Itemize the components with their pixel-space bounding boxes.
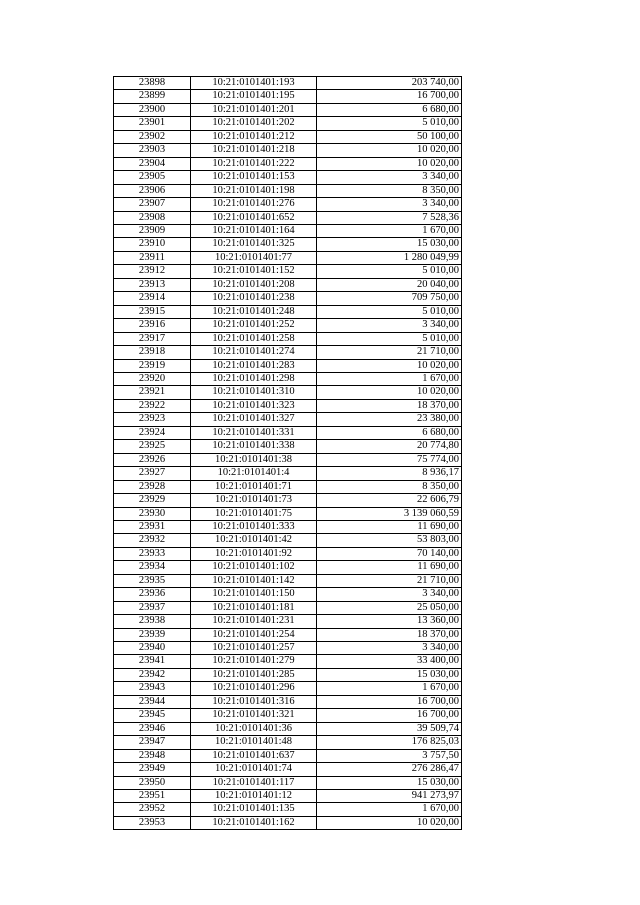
cadastral-number-cell: 10:21:0101401:92	[191, 547, 317, 560]
table-row	[114, 776, 462, 789]
table-row	[114, 763, 462, 776]
cadastral-number-cell: 10:21:0101401:208	[191, 278, 317, 291]
cadastral-number-cell: 10:21:0101401:212	[191, 130, 317, 143]
row-number-cell: 23948	[114, 749, 191, 762]
cadastral-number-cell: 10:21:0101401:283	[191, 359, 317, 372]
cadastral-number-cell: 10:21:0101401:257	[191, 642, 317, 655]
row-number-cell: 23947	[114, 736, 191, 749]
value-cell: 5 010,00	[317, 305, 462, 318]
row-number-cell: 23953	[114, 816, 191, 829]
table-row	[114, 278, 462, 291]
cadastral-number-cell: 10:21:0101401:333	[191, 520, 317, 533]
table-row	[114, 90, 462, 103]
value-cell: 50 100,00	[317, 130, 462, 143]
cadastral-number-cell: 10:21:0101401:285	[191, 668, 317, 681]
table-row	[114, 682, 462, 695]
table-row	[114, 494, 462, 507]
row-number-cell: 23934	[114, 561, 191, 574]
row-number-cell: 23904	[114, 157, 191, 170]
table-row	[114, 171, 462, 184]
value-cell: 176 825,03	[317, 736, 462, 749]
value-cell: 21 710,00	[317, 346, 462, 359]
row-number-cell: 23930	[114, 507, 191, 520]
cadastral-number-cell: 10:21:0101401:637	[191, 749, 317, 762]
table-row	[114, 359, 462, 372]
cadastral-number-cell: 10:21:0101401:338	[191, 440, 317, 453]
cadastral-number-cell: 10:21:0101401:276	[191, 198, 317, 211]
cadastral-number-cell: 10:21:0101401:252	[191, 319, 317, 332]
value-cell: 13 360,00	[317, 615, 462, 628]
value-cell: 8 350,00	[317, 480, 462, 493]
cadastral-number-cell: 10:21:0101401:325	[191, 238, 317, 251]
row-number-cell: 23899	[114, 90, 191, 103]
table-row	[114, 655, 462, 668]
row-number-cell: 23936	[114, 588, 191, 601]
value-cell: 39 509,74	[317, 722, 462, 735]
cadastral-number-cell: 10:21:0101401:142	[191, 574, 317, 587]
row-number-cell: 23903	[114, 144, 191, 157]
row-number-cell: 23913	[114, 278, 191, 291]
value-cell: 1 670,00	[317, 224, 462, 237]
cadastral-number-cell: 10:21:0101401:117	[191, 776, 317, 789]
table-row	[114, 184, 462, 197]
table-row	[114, 292, 462, 305]
cadastral-number-cell: 10:21:0101401:310	[191, 386, 317, 399]
cadastral-number-cell: 10:21:0101401:195	[191, 90, 317, 103]
value-cell: 10 020,00	[317, 816, 462, 829]
value-cell: 3 340,00	[317, 588, 462, 601]
table-row	[114, 790, 462, 803]
table-row	[114, 386, 462, 399]
value-cell: 10 020,00	[317, 144, 462, 157]
cadastral-number-cell: 10:21:0101401:36	[191, 722, 317, 735]
value-cell: 941 273,97	[317, 790, 462, 803]
table-row	[114, 77, 462, 90]
row-number-cell: 23900	[114, 103, 191, 116]
table-row	[114, 588, 462, 601]
row-number-cell: 23951	[114, 790, 191, 803]
row-number-cell: 23944	[114, 695, 191, 708]
value-cell: 15 030,00	[317, 238, 462, 251]
cadastral-number-cell: 10:21:0101401:102	[191, 561, 317, 574]
row-number-cell: 23949	[114, 763, 191, 776]
value-cell: 5 010,00	[317, 332, 462, 345]
value-cell: 18 370,00	[317, 628, 462, 641]
cadastral-number-cell: 10:21:0101401:274	[191, 346, 317, 359]
row-number-cell: 23915	[114, 305, 191, 318]
cadastral-number-cell: 10:21:0101401:77	[191, 251, 317, 264]
row-number-cell: 23931	[114, 520, 191, 533]
table-row	[114, 534, 462, 547]
table-row	[114, 601, 462, 614]
value-cell: 15 030,00	[317, 776, 462, 789]
table-row	[114, 251, 462, 264]
table-row	[114, 507, 462, 520]
row-number-cell: 23912	[114, 265, 191, 278]
row-number-cell: 23911	[114, 251, 191, 264]
row-number-cell: 23905	[114, 171, 191, 184]
value-cell: 1 280 049,99	[317, 251, 462, 264]
row-number-cell: 23910	[114, 238, 191, 251]
row-number-cell: 23942	[114, 668, 191, 681]
cadastral-number-cell: 10:21:0101401:298	[191, 372, 317, 385]
table-row	[114, 399, 462, 412]
value-cell: 20 040,00	[317, 278, 462, 291]
value-cell: 1 670,00	[317, 803, 462, 816]
row-number-cell: 23939	[114, 628, 191, 641]
table-row	[114, 736, 462, 749]
row-number-cell: 23935	[114, 574, 191, 587]
row-number-cell: 23907	[114, 198, 191, 211]
table-row	[114, 372, 462, 385]
cadastral-number-cell: 10:21:0101401:164	[191, 224, 317, 237]
value-cell: 1 670,00	[317, 372, 462, 385]
cadastral-number-cell: 10:21:0101401:181	[191, 601, 317, 614]
cadastral-number-cell: 10:21:0101401:258	[191, 332, 317, 345]
table-row	[114, 130, 462, 143]
value-cell: 8 350,00	[317, 184, 462, 197]
row-number-cell: 23943	[114, 682, 191, 695]
table-row	[114, 144, 462, 157]
value-cell: 53 803,00	[317, 534, 462, 547]
value-cell: 16 700,00	[317, 709, 462, 722]
value-cell: 16 700,00	[317, 90, 462, 103]
value-cell: 20 774,80	[317, 440, 462, 453]
row-number-cell: 23902	[114, 130, 191, 143]
table-row	[114, 668, 462, 681]
row-number-cell: 23952	[114, 803, 191, 816]
value-cell: 1 670,00	[317, 682, 462, 695]
table-row	[114, 305, 462, 318]
cadastral-number-cell: 10:21:0101401:153	[191, 171, 317, 184]
value-cell: 16 700,00	[317, 695, 462, 708]
value-cell: 8 936,17	[317, 467, 462, 480]
row-number-cell: 23918	[114, 346, 191, 359]
table-row	[114, 265, 462, 278]
table-row	[114, 709, 462, 722]
table-row	[114, 413, 462, 426]
value-cell: 3 757,50	[317, 749, 462, 762]
row-number-cell: 23937	[114, 601, 191, 614]
row-number-cell: 23924	[114, 426, 191, 439]
value-cell: 18 370,00	[317, 399, 462, 412]
row-number-cell: 23927	[114, 467, 191, 480]
row-number-cell: 23909	[114, 224, 191, 237]
table-row	[114, 103, 462, 116]
table-row	[114, 574, 462, 587]
row-number-cell: 23950	[114, 776, 191, 789]
value-cell: 7 528,36	[317, 211, 462, 224]
cadastral-number-cell: 10:21:0101401:316	[191, 695, 317, 708]
row-number-cell: 23946	[114, 722, 191, 735]
cadastral-number-cell: 10:21:0101401:279	[191, 655, 317, 668]
cadastral-number-cell: 10:21:0101401:38	[191, 453, 317, 466]
cadastral-number-cell: 10:21:0101401:162	[191, 816, 317, 829]
row-number-cell: 23906	[114, 184, 191, 197]
value-cell: 25 050,00	[317, 601, 462, 614]
data-table	[113, 76, 462, 830]
table-row	[114, 198, 462, 211]
cadastral-number-cell: 10:21:0101401:238	[191, 292, 317, 305]
value-cell: 75 774,00	[317, 453, 462, 466]
table-row	[114, 319, 462, 332]
cadastral-number-cell: 10:21:0101401:652	[191, 211, 317, 224]
table-row	[114, 117, 462, 130]
cadastral-number-cell: 10:21:0101401:327	[191, 413, 317, 426]
table-row	[114, 238, 462, 251]
table-row	[114, 467, 462, 480]
table-row	[114, 695, 462, 708]
table-row	[114, 628, 462, 641]
value-cell: 3 139 060,59	[317, 507, 462, 520]
table-body	[114, 77, 462, 830]
cadastral-number-cell: 10:21:0101401:74	[191, 763, 317, 776]
row-number-cell: 23901	[114, 117, 191, 130]
cadastral-number-cell: 10:21:0101401:202	[191, 117, 317, 130]
value-cell: 10 020,00	[317, 359, 462, 372]
row-number-cell: 23917	[114, 332, 191, 345]
row-number-cell: 23922	[114, 399, 191, 412]
cadastral-number-cell: 10:21:0101401:75	[191, 507, 317, 520]
row-number-cell: 23920	[114, 372, 191, 385]
row-number-cell: 23929	[114, 494, 191, 507]
table-row	[114, 157, 462, 170]
cadastral-number-cell: 10:21:0101401:254	[191, 628, 317, 641]
row-number-cell: 23914	[114, 292, 191, 305]
table-row	[114, 803, 462, 816]
cadastral-number-cell: 10:21:0101401:71	[191, 480, 317, 493]
table-row	[114, 440, 462, 453]
cadastral-number-cell: 10:21:0101401:150	[191, 588, 317, 601]
row-number-cell: 23932	[114, 534, 191, 547]
table-row	[114, 346, 462, 359]
cadastral-number-cell: 10:21:0101401:331	[191, 426, 317, 439]
value-cell: 33 400,00	[317, 655, 462, 668]
value-cell: 11 690,00	[317, 561, 462, 574]
cadastral-number-cell: 10:21:0101401:4	[191, 467, 317, 480]
table-row	[114, 453, 462, 466]
value-cell: 3 340,00	[317, 198, 462, 211]
table-row	[114, 426, 462, 439]
table-row	[114, 749, 462, 762]
cadastral-number-cell: 10:21:0101401:152	[191, 265, 317, 278]
row-number-cell: 23919	[114, 359, 191, 372]
cadastral-number-cell: 10:21:0101401:323	[191, 399, 317, 412]
row-number-cell: 23926	[114, 453, 191, 466]
row-number-cell: 23898	[114, 77, 191, 90]
row-number-cell: 23941	[114, 655, 191, 668]
cadastral-number-cell: 10:21:0101401:296	[191, 682, 317, 695]
cadastral-number-cell: 10:21:0101401:48	[191, 736, 317, 749]
table-row	[114, 722, 462, 735]
value-cell: 5 010,00	[317, 117, 462, 130]
value-cell: 709 750,00	[317, 292, 462, 305]
value-cell: 5 010,00	[317, 265, 462, 278]
row-number-cell: 23908	[114, 211, 191, 224]
value-cell: 15 030,00	[317, 668, 462, 681]
table-row	[114, 480, 462, 493]
table-row	[114, 211, 462, 224]
value-cell: 22 606,79	[317, 494, 462, 507]
table-row	[114, 547, 462, 560]
value-cell: 6 680,00	[317, 103, 462, 116]
row-number-cell: 23933	[114, 547, 191, 560]
value-cell: 11 690,00	[317, 520, 462, 533]
row-number-cell: 23938	[114, 615, 191, 628]
row-number-cell: 23940	[114, 642, 191, 655]
row-number-cell: 23925	[114, 440, 191, 453]
table-row	[114, 520, 462, 533]
table-row	[114, 642, 462, 655]
table-row	[114, 224, 462, 237]
cadastral-number-cell: 10:21:0101401:12	[191, 790, 317, 803]
table-row	[114, 615, 462, 628]
cadastral-number-cell: 10:21:0101401:222	[191, 157, 317, 170]
table-row	[114, 816, 462, 829]
cadastral-number-cell: 10:21:0101401:73	[191, 494, 317, 507]
table-row	[114, 332, 462, 345]
table-row	[114, 561, 462, 574]
row-number-cell: 23923	[114, 413, 191, 426]
cadastral-number-cell: 10:21:0101401:218	[191, 144, 317, 157]
value-cell: 3 340,00	[317, 642, 462, 655]
cadastral-number-cell: 10:21:0101401:135	[191, 803, 317, 816]
value-cell: 10 020,00	[317, 157, 462, 170]
cadastral-number-cell: 10:21:0101401:198	[191, 184, 317, 197]
row-number-cell: 23916	[114, 319, 191, 332]
cadastral-number-cell: 10:21:0101401:321	[191, 709, 317, 722]
row-number-cell: 23945	[114, 709, 191, 722]
cadastral-number-cell: 10:21:0101401:231	[191, 615, 317, 628]
cadastral-number-cell: 10:21:0101401:42	[191, 534, 317, 547]
row-number-cell: 23928	[114, 480, 191, 493]
value-cell: 3 340,00	[317, 171, 462, 184]
value-cell: 203 740,00	[317, 77, 462, 90]
cadastral-number-cell: 10:21:0101401:201	[191, 103, 317, 116]
row-number-cell: 23921	[114, 386, 191, 399]
value-cell: 70 140,00	[317, 547, 462, 560]
value-cell: 3 340,00	[317, 319, 462, 332]
value-cell: 276 286,47	[317, 763, 462, 776]
value-cell: 23 380,00	[317, 413, 462, 426]
value-cell: 6 680,00	[317, 426, 462, 439]
value-cell: 21 710,00	[317, 574, 462, 587]
cadastral-number-cell: 10:21:0101401:193	[191, 77, 317, 90]
cadastral-number-cell: 10:21:0101401:248	[191, 305, 317, 318]
value-cell: 10 020,00	[317, 386, 462, 399]
